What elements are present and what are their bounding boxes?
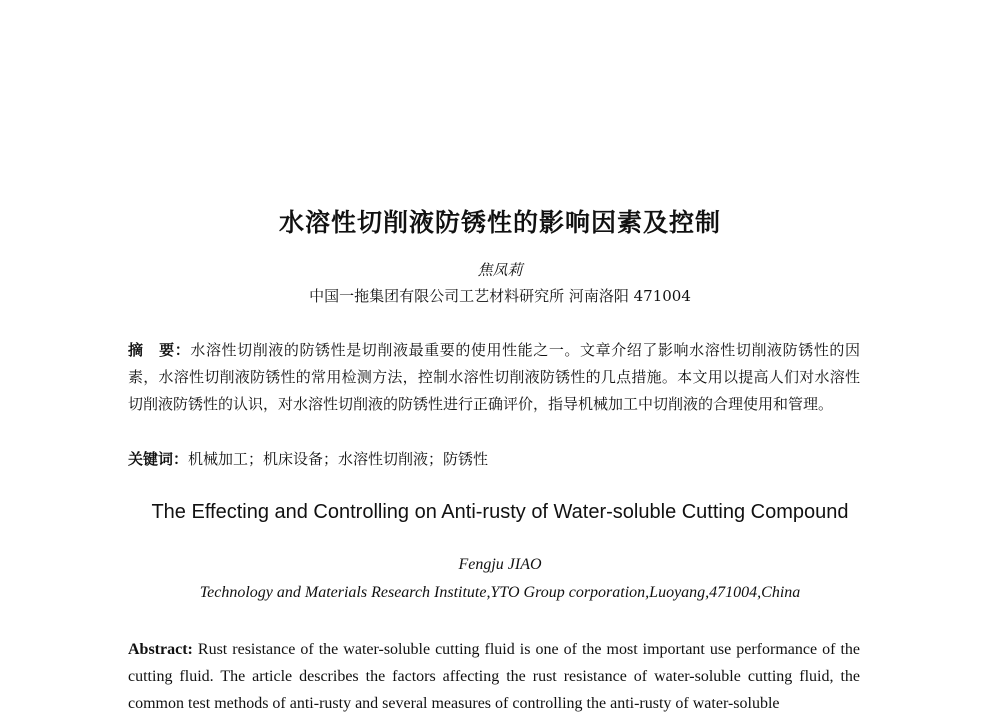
abstract-cn-label: 摘 要： — [128, 341, 191, 359]
abstract-en — [128, 636, 860, 717]
author-name-cn: 焦凤莉 — [477, 261, 523, 279]
abstract-en-text: Rust resistance of the water-soluble cutting fluid is one of the most important use performance of the cutting fluid. The article describes the factors affecting the rust resistance of water-soluble cutting fluid, the common test methods of anti-rusty and several measures of controlling the anti-rusty of water-soluble — [128, 641, 861, 712]
paper-title-cn: 水溶性切削液防锈性的影响因素及控制 — [278, 208, 721, 237]
author-name-en: Fengju JIAO — [458, 556, 542, 573]
affiliation-en: Technology and Materials Research Institute,YTO Group corporation,Luoyang,471004,China — [199, 584, 801, 601]
abstract-cn-text: 水溶性切削液的防锈性是切削液最重要的使用性能之一。文章介绍了影响水溶性切削液防锈性的因素，水溶性切削液防锈性的常用检测方法，控制水溶性切削液防锈性的几点措施。本文用以提高人们对水溶性切削液防锈性的认识，对水溶性切削液的防锈性进行正确评价，指导机械加工中切削液的合理使用和管理。 — [128, 341, 860, 413]
affiliation-cn: 中国一拖集团有限公司工艺材料研究所 河南洛阳 471004 — [309, 287, 691, 305]
keywords-cn-text: 机械加工；机床设备；水溶性切削液；防锈性 — [188, 450, 489, 468]
abstract-en-label: Abstract: — [128, 641, 193, 658]
abstract-cn — [128, 337, 860, 418]
paper-title-en: The Effecting and Controlling on Anti-rusty of Water-soluble Cutting Compound — [151, 501, 849, 523]
keywords-cn — [128, 448, 860, 469]
keywords-cn-label: 关键词： — [128, 450, 189, 468]
